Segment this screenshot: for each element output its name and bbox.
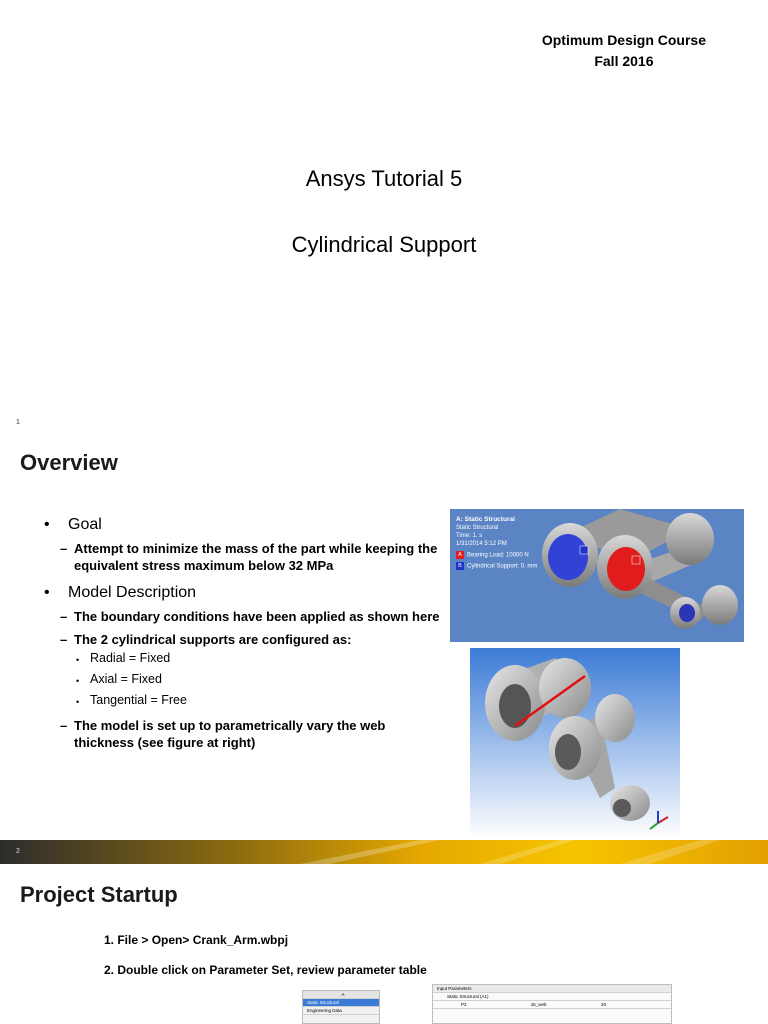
bullet-goal-label: Goal <box>68 516 102 533</box>
project-schematic-thumbnail <box>302 990 380 1024</box>
support-item-radial: Radial = Fixed <box>90 651 171 665</box>
sub-bullet <box>60 717 444 751</box>
schematic-row-engineering-data: Engineering Data <box>303 1007 379 1015</box>
step-2: 2. Double click on Parameter Set, review parameter table <box>104 963 427 977</box>
dash-icon: – <box>60 632 68 647</box>
legend-load-text: Bearing Load: 10000 N <box>467 552 529 559</box>
support-tag: B <box>456 562 464 570</box>
support-item <box>76 650 444 669</box>
bullet-goal <box>44 516 444 534</box>
sub-bullet <box>60 540 444 574</box>
page-number: 2 <box>16 848 20 855</box>
course-info <box>542 30 706 72</box>
support-item <box>76 671 444 690</box>
support-item <box>76 692 444 711</box>
bearing-load-face <box>607 547 645 591</box>
param-row-p2 <box>433 1001 671 1009</box>
figure-time: Time: 1. s <box>456 533 483 539</box>
param-value: 20 <box>601 1002 607 1007</box>
slide-heading: Project Startup <box>20 882 178 907</box>
slide-title <box>0 0 768 432</box>
param-row-input-parameters: Input Parameters <box>433 985 671 993</box>
bullet-list <box>44 510 444 751</box>
slide-footer-band <box>0 840 768 864</box>
model-item-1: The boundary conditions have been applied as shown here <box>74 609 440 624</box>
figure-title: A: Static Structural <box>456 516 515 523</box>
schematic-row-static-structural: Static Structural <box>303 999 379 1007</box>
tutorial-subtitle: Cylindrical Support <box>291 232 477 257</box>
slide-heading: Overview <box>20 450 118 475</box>
web-thickness-figure <box>470 648 680 838</box>
load-tag: A <box>456 551 464 559</box>
support-item-axial: Axial = Fixed <box>90 672 162 686</box>
figure-date: 1/31/2014 5:12 PM <box>456 541 507 547</box>
course-name: Optimum Design Course <box>541 32 706 48</box>
model-item-2: The 2 cylindrical supports are configured as: <box>74 632 352 647</box>
bullet-dot-icon: • <box>44 584 50 601</box>
step-1: 1. File > Open> Crank_Arm.wbpj <box>104 933 289 947</box>
param-id: P2 <box>461 1002 467 1007</box>
schematic-column-header: A <box>303 991 379 999</box>
sub-bullet <box>60 608 444 625</box>
slide-project-startup <box>0 864 768 1024</box>
page-number: 1 <box>16 419 20 426</box>
bullet-model <box>44 584 444 602</box>
dash-icon: – <box>60 609 68 624</box>
dash-icon: – <box>60 718 68 733</box>
goal-text: Attempt to minimize the mass of the part while keeping the equivalent stress maximum below 32 MPa <box>74 541 438 573</box>
dash-icon: – <box>60 541 68 556</box>
param-name: ds_web <box>531 1002 547 1007</box>
crank-arm-isometric-render <box>470 648 680 838</box>
support-item-tangential: Tangential = Free <box>90 693 187 707</box>
param-row-static-structural: Static Structural (A1) <box>433 993 671 1001</box>
crank-arm-render <box>450 509 744 642</box>
tutorial-title: Ansys Tutorial 5 <box>305 166 463 191</box>
bullet-model-label: Model Description <box>68 584 197 601</box>
legend-support-text: Cylindrical Support: 0. mm <box>467 563 538 570</box>
bullet-square-icon: • <box>76 676 80 686</box>
bullet-square-icon: • <box>76 697 80 707</box>
boundary-conditions-figure <box>450 509 744 642</box>
sub-bullet <box>60 631 444 648</box>
parameter-table-thumbnail <box>432 984 672 1024</box>
bullet-dot-icon: • <box>44 516 50 533</box>
model-item-3: The model is set up to parametrically vary the web thickness (see figure at right) <box>74 718 386 750</box>
footer-decoration <box>0 840 768 864</box>
slide-overview <box>0 432 768 864</box>
bullet-square-icon: • <box>76 655 80 665</box>
course-term: Fall 2016 <box>594 53 654 69</box>
figure-analysis-type: Static Structural <box>456 525 499 531</box>
cylindrical-support-face <box>548 534 588 580</box>
